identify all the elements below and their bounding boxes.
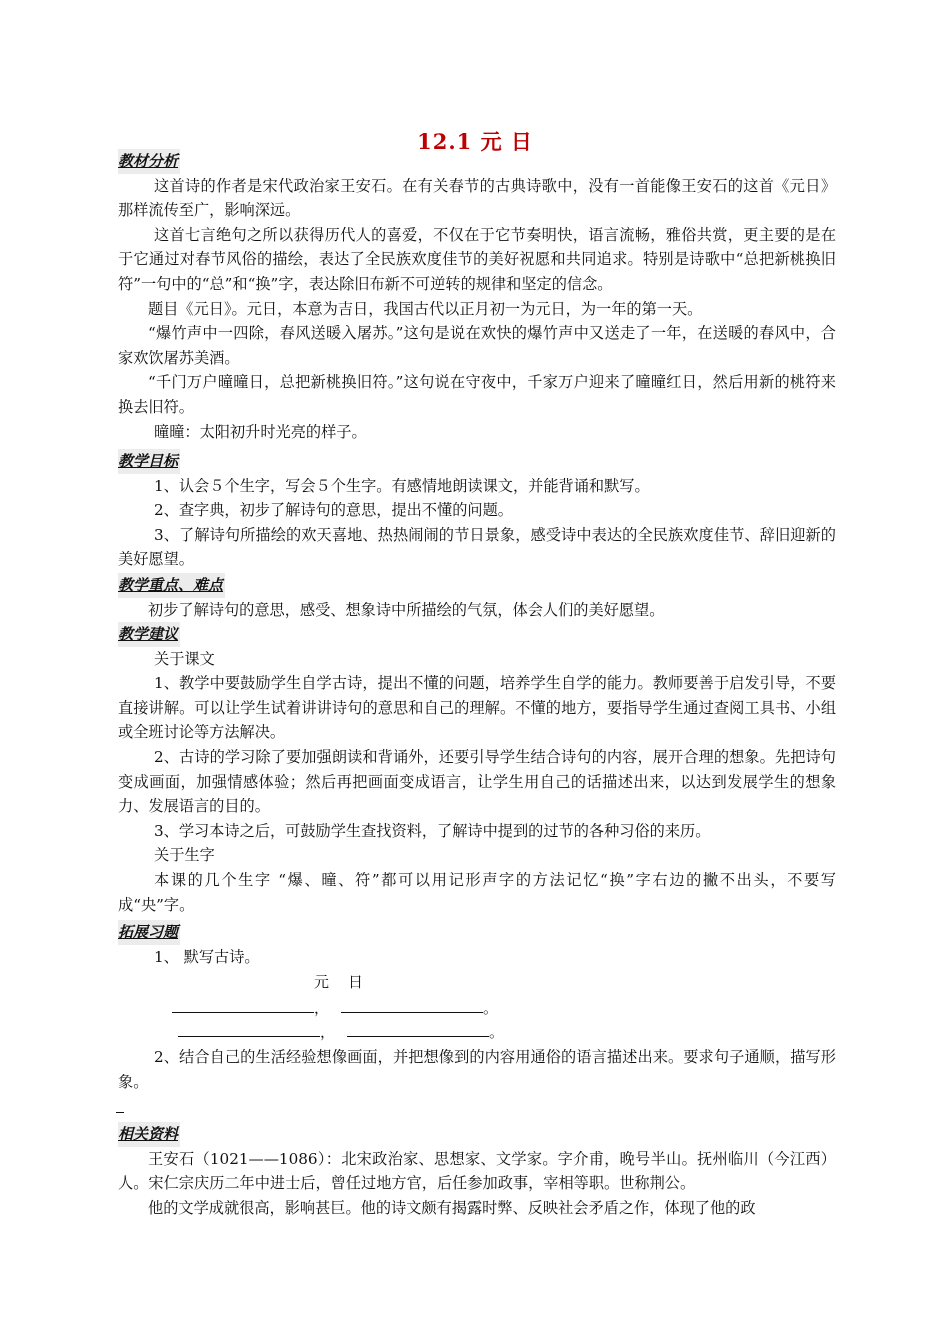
analysis-paragraph-5: “千门万户曈曈日，总把新桃换旧符。”这句说在守夜中，千家万户迎来了曈曈红日，然后用新的桃符来换去旧符。 [118,373,836,416]
section-goals [118,449,836,572]
section-heading-analysis: 教材分析 [118,149,180,174]
fill-blank-line[interactable] [172,998,314,1013]
exercise-item-2: 2、结合自己的生活经验想像画面，并把想像到的内容用通俗的语言描述出来。要求句子通顺，描写形象。 [118,1048,836,1091]
exercise-item-1: 1、 默写古诗。 [154,947,260,966]
section-resources [118,1122,836,1220]
focus-text: 初步了解诗句的意思，感受、想象诗中所描绘的气氛，体会人们的美好愿望。 [148,600,665,619]
suggestion-item-3: 3、学习本诗之后，可鼓励学生查找资料，了解诗中提到的过节的各种习俗的来历。 [154,821,711,840]
analysis-paragraph-3: 题目《元日》。元日，本意为吉日，我国古代以正月初一为元日，为一年的第一天。 [148,299,703,318]
section-focus [118,573,836,622]
analysis-paragraph-2: 这首七言绝句之所以获得历代人的喜爱，不仅在于它节奏明快，语言流畅，雅俗共赏，更主要的是在于它通过对春节风俗的描绘，表达了全民族欢度佳节的美好祝愿和共同追求。特别是诗歌中“总把新桃换旧符”一句中的“总”和“换”字，表达除旧布新不可逆转的规律和坚定的信念。 [118,225,836,293]
analysis-paragraph-6: 曈曈：太阳初升时光亮的样子。 [154,422,367,441]
suggestions-subheading-chars: 关于生字 [154,846,215,865]
section-heading-goals: 教学目标 [118,449,180,474]
blank-comma: ， [320,1023,336,1041]
goal-item-2: 2、查字典，初步了解诗句的意思，提出不懂的问题。 [154,501,513,520]
suggestion-item-1: 1、教学中要鼓励学生自学古诗，提出不懂的问题，培养学生自学的能力。教师要善于启发引导，不要直接讲解。可以让学生试着讲讲诗句的意思和自己的理解。不懂的地方，要指导学生通过查阅工具书、小组或全班讨论等方法解决。 [118,674,836,742]
fill-blank-line[interactable] [347,1022,489,1037]
section-heading-exercises: 拓展习题 [118,920,180,945]
suggestions-subheading-text: 关于课文 [154,649,215,668]
section-heading-suggestions: 教学建议 [118,622,180,647]
fill-blank-row-1 [172,997,498,1018]
section-heading-focus: 教学重点、难点 [118,573,225,598]
fill-blank-line[interactable] [178,1022,320,1037]
poem-title: 元 日 [314,973,366,991]
section-heading-resources: 相关资料 [118,1122,180,1147]
blank-period: 。 [489,1023,505,1041]
exercise-item-2-block [118,1045,836,1094]
section-exercises [118,920,836,969]
fill-blank-line[interactable] [341,998,483,1013]
analysis-paragraph-4: “爆竹声中一四除，春风送暖入屠苏。”这句是说在欢快的爆竹声中又送走了一年，在送暖的春风中，合家欢饮屠苏美酒。 [118,324,836,367]
blank-comma: ， [314,999,330,1017]
goal-item-1: 1、认会５个生字，写会５个生字。有感情地朗读课文，并能背诵和默写。 [154,476,650,495]
goal-item-3: 3、了解诗句所描绘的欢天喜地、热热闹闹的节日景象，感受诗中表达的全民族欢度佳节、辞旧迎新的美好愿望。 [118,525,836,569]
section-analysis [118,149,836,444]
resources-paragraph-2: 他的文学成就很高，影响甚巨。他的诗文颇有揭露时弊、反映社会矛盾之作，体现了他的政 [148,1198,756,1217]
resources-paragraph-1: 王安石（1021——1086）：北宋政治家、思想家、文学家。字介甫，晚号半山。抚州临川（今江西）人。宋仁宗庆历二年中进士后，曾任过地方官，后任参加政事，宰相等职。世称荆公。 [118,1149,836,1193]
fill-blank-row-2 [178,1021,504,1042]
page-title: 12.1 元 日 [417,129,533,154]
blank-period: 。 [483,999,499,1017]
separator-dash [116,1112,124,1113]
analysis-paragraph-1: 这首诗的作者是宋代政治家王安石。在有关春节的古典诗歌中，没有一首能像王安石的这首《元日》那样流传至广，影响深远。 [118,176,836,220]
suggestion-item-4: 本课的几个生字 “爆、曈、符”都可以用记形声字的方法记忆“换”字右边的撇不出头，不要写成“央”字。 [118,870,836,914]
suggestion-item-2: 2、古诗的学习除了要加强朗读和背诵外，还要引导学生结合诗句的内容，展开合理的想象。先把诗句变成画面，加强情感体验；然后再把画面变成语言，让学生用自己的话描述出来，以达到发展学生的想象力、发展语言的目的。 [118,747,836,816]
section-suggestions [118,622,836,917]
